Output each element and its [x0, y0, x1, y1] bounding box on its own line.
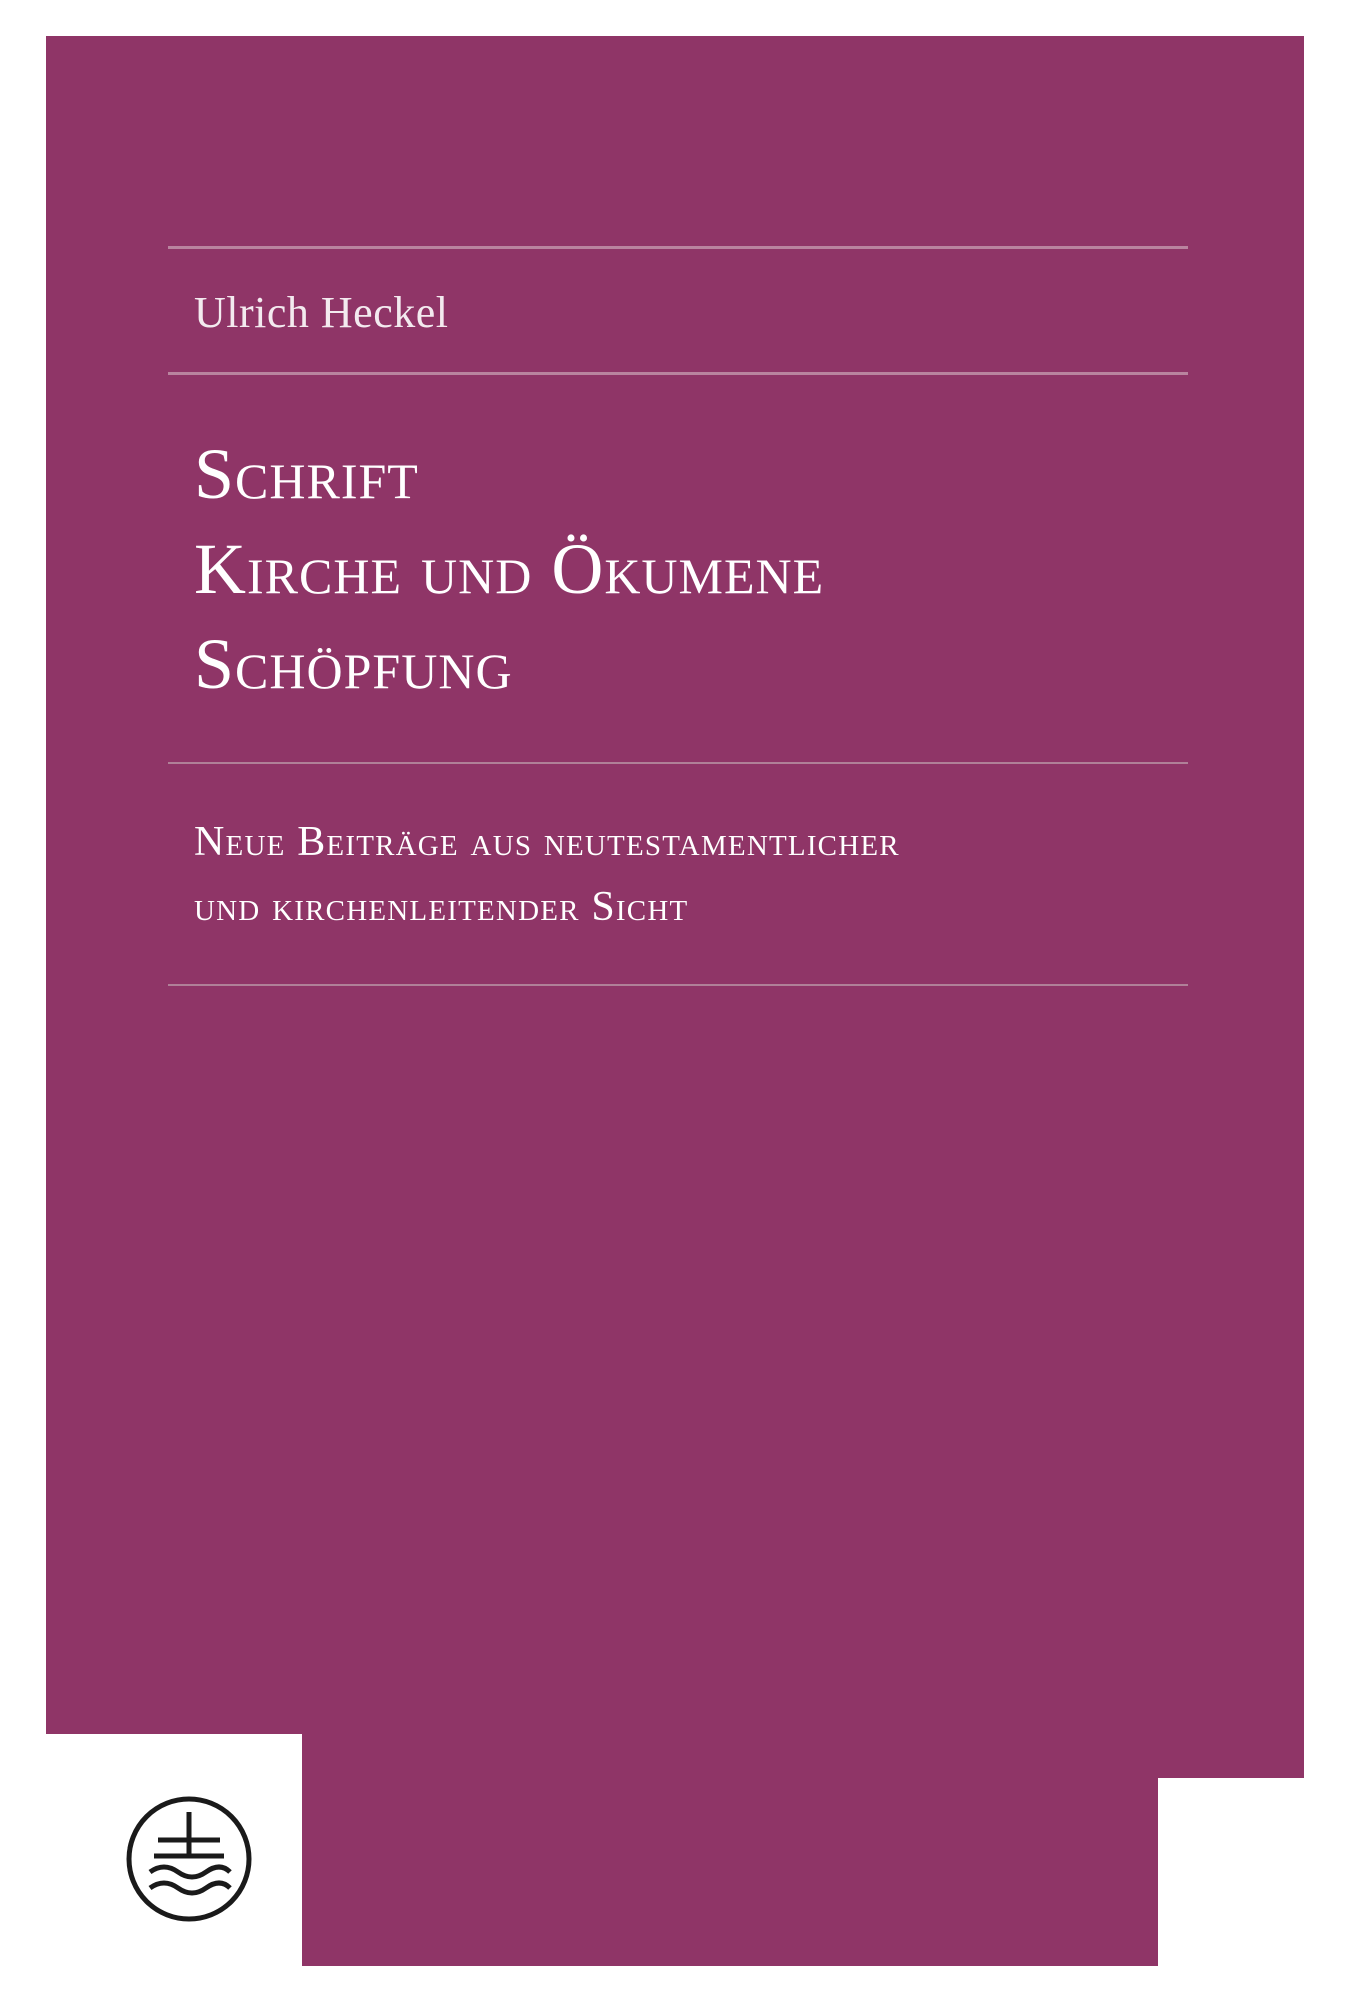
cover-text-block	[168, 246, 1188, 986]
title-line-3: Schöpfung	[194, 624, 513, 705]
bottom-right-notch	[1158, 1778, 1304, 1966]
evangelische-verlagsanstalt-logo-icon	[124, 1794, 254, 1924]
book-cover	[46, 36, 1304, 1966]
subtitle-line-1: Neue Beiträge aus neutestamentlicher	[194, 819, 900, 866]
book-title	[168, 375, 1188, 762]
subtitle-line-2: und kirchenleitender Sicht	[194, 884, 689, 931]
divider-bottom	[168, 984, 1188, 986]
title-line-1: Schrift	[194, 434, 419, 514]
author-name: Ulrich Heckel	[194, 288, 449, 337]
title-line-2: Kirche und Ökumene	[194, 529, 825, 610]
book-subtitle	[168, 764, 1188, 984]
